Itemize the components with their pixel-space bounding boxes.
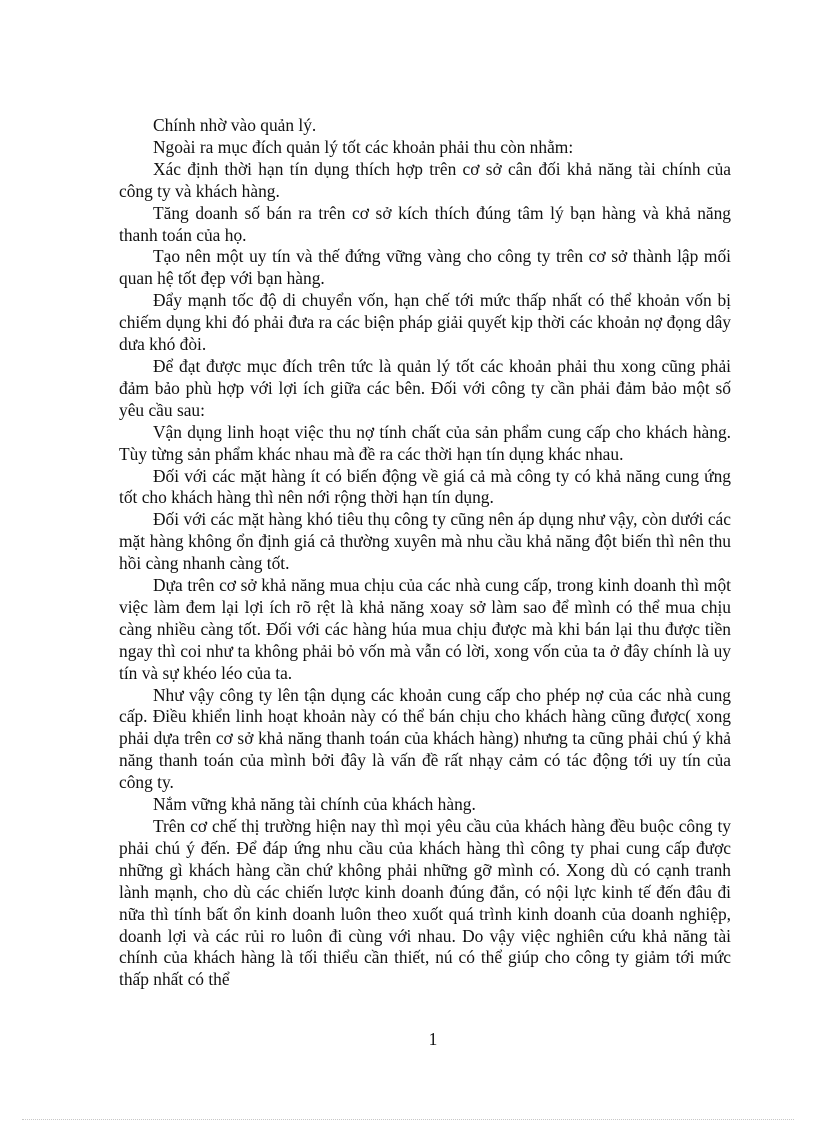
body-text bbox=[119, 115, 731, 991]
paragraph: Chính nhờ vào quản lý. bbox=[153, 115, 317, 135]
paragraph: Vận dụng linh hoạt việc thu nợ tính chất của sản phẩm cung cấp cho khách hàng. Tùy từng sản phẩm khác nhau mà đề ra các thời hạn tín dụng khác nhau. bbox=[119, 421, 731, 464]
paragraph: Như vậy công ty lên tận dụng các khoản cung cấp cho phép nợ của các nhà cung cấp. Điều khiển linh hoạt khoản này có thể bán chịu cho khách hàng cũng được( xong phải dựa trên cơ sở khả năng thanh toán của khách hàng) nhưng ta cũng phải chú ý khả năng thanh toán của mình bởi đây là vấn đề rất nhạy cảm có tác động tới uy tín của công ty. bbox=[119, 684, 731, 793]
paragraph: Đẩy mạnh tốc độ di chuyển vốn, hạn chế tới mức thấp nhất có thể khoản vốn bị chiếm dụng khi đó phải đưa ra các biện pháp giải quyết kịp thời các khoản nợ đọng dây dưa khó đòi. bbox=[119, 290, 731, 355]
paragraph: Nắm vững khả năng tài chính của khách hàng. bbox=[153, 794, 476, 815]
paragraph: Tạo nên một uy tín và thế đứng vững vàng cho công ty trên cơ sở thành lập mối quan hệ tốt đẹp với bạn hàng. bbox=[119, 246, 731, 289]
paragraph: Tăng doanh số bán ra trên cơ sở kích thích đúng tâm lý bạn hàng và khả năng thanh toán của họ. bbox=[119, 202, 731, 245]
paragraph: Để đạt được mục đích trên tức là quản lý tốt các khoản phải thu xong cũng phải đảm bảo phù hợp với lợi ích giữa các bên. Đối với công ty cần phải đảm bảo một số yêu cầu sau: bbox=[119, 355, 731, 420]
paragraph: Đối với các mặt hàng khó tiêu thụ công ty cũng nên áp dụng như vậy, còn dưới các mặt hàng không ổn định giá cả thường xuyên mà nhu cầu khả năng đột biến thì nên thu hồi càng nhanh càng tốt. bbox=[119, 509, 731, 574]
paragraph: Xác định thời hạn tín dụng thích hợp trên cơ sở cân đối khả năng tài chính của công ty và khách hàng. bbox=[119, 158, 731, 201]
paragraph: Trên cơ chế thị trường hiện nay thì mọi yêu cầu của khách hàng đều buộc công ty phải chú ý đến. Để đáp ứng nhu cầu của khách hàng thì công ty phai cung cấp được những gì khách hàng cần chứ không phải những gỡ mình có. Xong dù có cạnh tranh lành mạnh, cho dù các chiến lược kinh doanh đúng đắn, có nội lực kinh tế đến đâu đi nữa thì tính bất ổn kinh doanh luôn theo xuốt quá trình kinh doanh của doanh nghiệp, doanh lợi và các rủi ro luôn đi cùng với nhau. Do vậy việc nghiên cứu khả năng tài chính của khách hàng là tối thiểu cần thiết, nú có thể giúp cho công ty giảm tới mức thấp nhất có thể bbox=[119, 816, 731, 990]
page-bottom-divider bbox=[22, 1119, 794, 1120]
paragraph: Dựa trên cơ sở khả năng mua chịu của các nhà cung cấp, trong kinh doanh thì một việc làm đem lại lợi ích rõ rệt là khả năng xoay sở làm sao để mình có thể mua chịu càng nhiều càng tốt. Đối với các hàng húa mua chịu được mà khi bán lại thu được tiền ngay thì coi như ta không phải bỏ vốn mà vẫn có lời, xong vốn của ta ở đây chính là uy tín và sự khéo léo của ta. bbox=[119, 575, 731, 683]
page-number: 1 bbox=[428, 1029, 438, 1049]
paragraph: Đối với các mặt hàng ít có biến động về giá cả mà công ty có khả năng cung ứng tốt cho khách hàng thì nên nới rộng thời hạn tín dụng. bbox=[119, 465, 731, 508]
paragraph: Ngoài ra mục đích quản lý tốt các khoản phải thu còn nhằm: bbox=[153, 136, 574, 157]
